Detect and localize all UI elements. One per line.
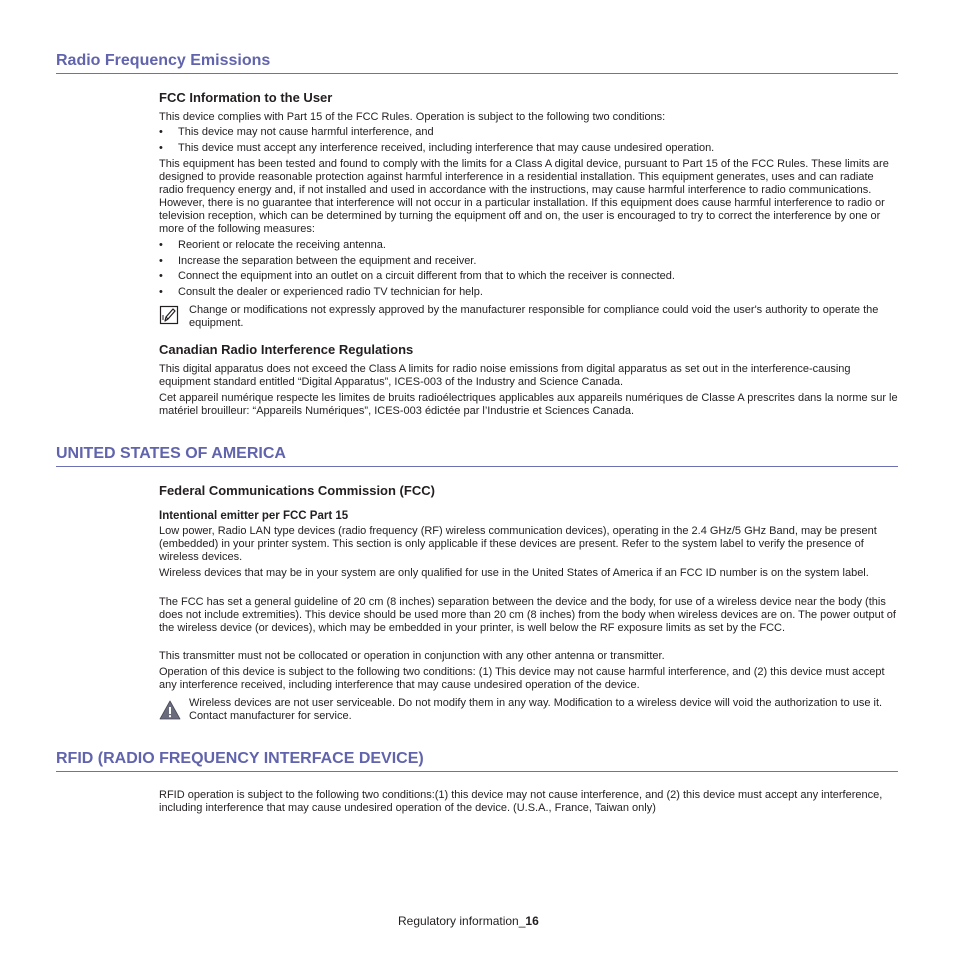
usa-paragraph-4: This transmitter must not be collocated or operation in conjunction with any other antenna or transmitter.: [159, 650, 665, 662]
page-number: 16: [525, 914, 539, 928]
warning-text: Wireless devices are not user serviceable. Do not modify them in any way. Modification to a wireless device will void the authorization to use it. Contact manufacturer for service.: [189, 697, 883, 722]
bullet-marker: •: [159, 270, 163, 282]
usa-paragraph-5: Operation of this device is subject to the following two conditions: (1) This device may not cause harmful interference, and (2) this device must accept any interference received, including interference that may cause undesired operation of the device.: [159, 666, 885, 691]
rfid-paragraph: RFID operation is subject to the following two conditions:(1) this device may not cause interference, and (2) this device must accept any interference, including interference that may cause undesired operation of the device. (U.S.A., France, Taiwan only): [159, 789, 883, 814]
heading-intentional-emitter: Intentional emitter per FCC Part 15: [159, 510, 349, 522]
measure-3: Connect the equipment into an outlet on a circuit different from that to which the receiver is connected.: [178, 270, 675, 282]
bullet-marker: •: [159, 255, 163, 267]
bullet-marker: •: [159, 142, 163, 154]
measure-4: Consult the dealer or experienced radio TV technician for help.: [178, 286, 483, 298]
condition-1: This device may not cause harmful interference, and: [178, 126, 434, 138]
canada-english-paragraph: This digital apparatus does not exceed the Class A limits for radio noise emissions from digital apparatus as set out in the interference-causing equipment standard entitled “Digital Apparatus”, ICES-003 of the Industry and Science Canada.: [159, 363, 851, 388]
section-title-rf-emissions: Radio Frequency Emissions: [56, 51, 898, 74]
condition-2: This device must accept any interference received, including interference that may cause undesired operation.: [178, 142, 715, 154]
heading-fcc-info: FCC Information to the User: [159, 90, 333, 105]
bullet-marker: •: [159, 239, 163, 251]
fcc-intro-paragraph: This device complies with Part 15 of the FCC Rules. Operation is subject to the following two conditions:: [159, 111, 666, 123]
bullet-marker: •: [159, 286, 163, 298]
tested-paragraph: This equipment has been tested and found to comply with the limits for a Class A digital device, pursuant to Part 15 of the FCC Rules. These limits are designed to provide reasonable protection against harmful interference in a residential installation. This equipment generates, uses and can radiate radio frequency energy and, if not installed and used in accordance with the instructions, may cause harmful interference to radio communications. However, there is no guarantee that interference will not occur in a particular installation. If this equipment does cause harmful interference to radio or television reception, which can be determined by turning the equipment off and on, the user is encouraged to try to correct the interference by one or more of the following measures:: [159, 158, 889, 235]
measure-2: Increase the separation between the equipment and receiver.: [178, 255, 477, 267]
section-title-rfid: RFID (RADIO FREQUENCY INTERFACE DEVICE): [56, 749, 898, 772]
heading-canadian-regulations: Canadian Radio Interference Regulations: [159, 342, 414, 357]
usa-paragraph-1: Low power, Radio LAN type devices (radio frequency (RF) wireless communication devices), operating in the 2.4 GHz/5 GHz Band, may be present (embedded) in your printer system. This section is only applicable if these devices are present. Refer to the system label to verify the presence of wireless devices.: [159, 525, 877, 563]
footer-label: Regulatory information_: [398, 914, 526, 928]
section-title-usa: UNITED STATES OF AMERICA: [56, 444, 898, 467]
page-footer: [398, 914, 539, 929]
bullet-marker: •: [159, 126, 163, 138]
usa-paragraph-2: Wireless devices that may be in your system are only qualified for use in the United States of America if an FCC ID number is on the system label.: [159, 567, 869, 579]
note-text: Change or modifications not expressly approved by the manufacturer responsible for compliance could void the user's authority to operate the equipment.: [189, 304, 879, 329]
note-pencil-icon: [159, 305, 179, 325]
warning-triangle-icon: [159, 699, 179, 719]
usa-paragraph-3: The FCC has set a general guideline of 20 cm (8 inches) separation between the device and the body, for use of a wireless device near the body (this does not include extremities). This device should be used more than 20 cm (8 inches) from the body when wireless devices are on. The power output of the wireless device (or devices), which may be embedded in your printer, is well below the RF exposure limits as set by the FCC.: [159, 596, 896, 634]
heading-fcc: Federal Communications Commission (FCC): [159, 483, 435, 498]
measure-1: Reorient or relocate the receiving antenna.: [178, 239, 386, 251]
canada-french-paragraph: Cet appareil numérique respecte les limites de bruits radioélectriques applicables aux appareils numériques de Classe A prescrites dans la norme sur le matériel brouilleur: “Appareils Numériques”, ICES-003 édictée par l’Industrie et Sciences Canada.: [159, 392, 898, 417]
